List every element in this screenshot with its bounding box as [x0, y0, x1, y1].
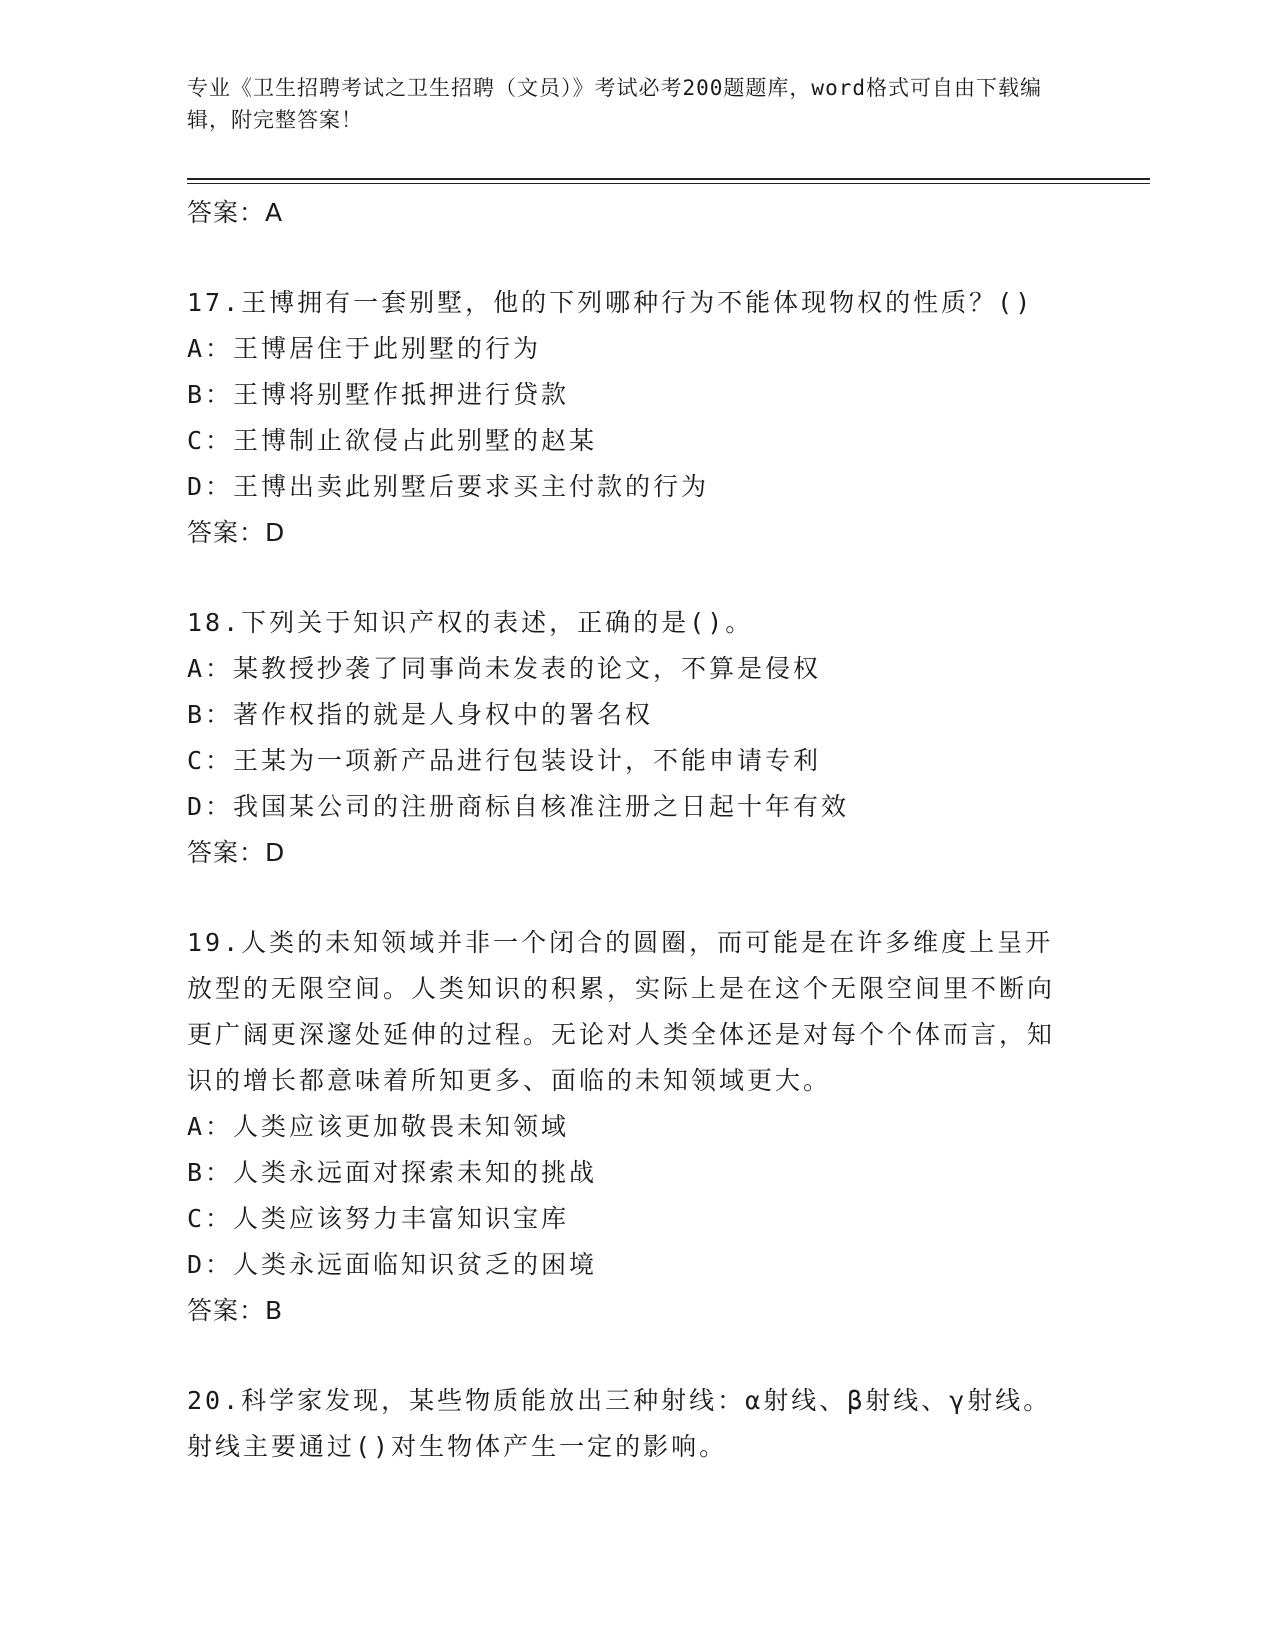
question-stem: 18.下列关于知识产权的表述，正确的是()。 — [187, 608, 754, 637]
option-d: D：王博出卖此别墅后要求买主付款的行为 — [187, 472, 710, 501]
answer-line: 答案：B — [187, 1296, 284, 1325]
option-d: D：我国某公司的注册商标自核准注册之日起十年有效 — [187, 792, 850, 821]
spacer — [187, 876, 1087, 920]
header-rule-thick — [187, 178, 1150, 180]
answer-line: 答案：D — [187, 518, 286, 547]
option-b: B：王博将别墅作抵押进行贷款 — [187, 380, 570, 409]
option-a: A：某教授抄袭了同事尚未发表的论文，不算是侵权 — [187, 654, 822, 683]
option-a: A：人类应该更加敬畏未知领域 — [187, 1112, 570, 1141]
option-b: B：人类永远面对探索未知的挑战 — [187, 1158, 598, 1187]
option-d: D：人类永远面临知识贫乏的困境 — [187, 1250, 598, 1279]
spacer — [187, 236, 1087, 280]
page-header: 专业《卫生招聘考试之卫生招聘（文员）》考试必考200题题库，word格式可自由下载编辑，附完整答案！ — [187, 76, 1042, 132]
option-c: C：王某为一项新产品进行包装设计，不能申请专利 — [187, 746, 822, 775]
option-b: B：著作权指的就是人身权中的署名权 — [187, 700, 654, 729]
spacer — [187, 1334, 1087, 1378]
spacer — [187, 556, 1087, 600]
option-c: C：王博制止欲侵占此别墅的赵某 — [187, 426, 598, 455]
question-list — [187, 190, 1087, 1470]
answer-line: 答案：D — [187, 838, 286, 867]
option-c: C：人类应该努力丰富知识宝库 — [187, 1204, 570, 1233]
answer-line: 答案：A — [187, 198, 284, 227]
question-stem: 20.科学家发现，某些物质能放出三种射线：α射线、β射线、γ射线。射线主要通过()对生物体产生一定的影响。 — [187, 1386, 1052, 1461]
header-rule-thin — [187, 183, 1150, 184]
question-stem: 19.人类的未知领域并非一个闭合的圆圈，而可能是在许多维度上呈开放型的无限空间。人类知识的积累，实际上是在这个无限空间里不断向更广阔更深邃处延伸的过程。无论对人类全体还是对每个个体而言，知识的增长都意味着所知更多、面临的未知领域更大。 — [187, 928, 1056, 1095]
option-a: A：王博居住于此别墅的行为 — [187, 334, 542, 363]
question-stem: 17.王博拥有一套别墅，他的下列哪种行为不能体现物权的性质？() — [187, 288, 1034, 317]
